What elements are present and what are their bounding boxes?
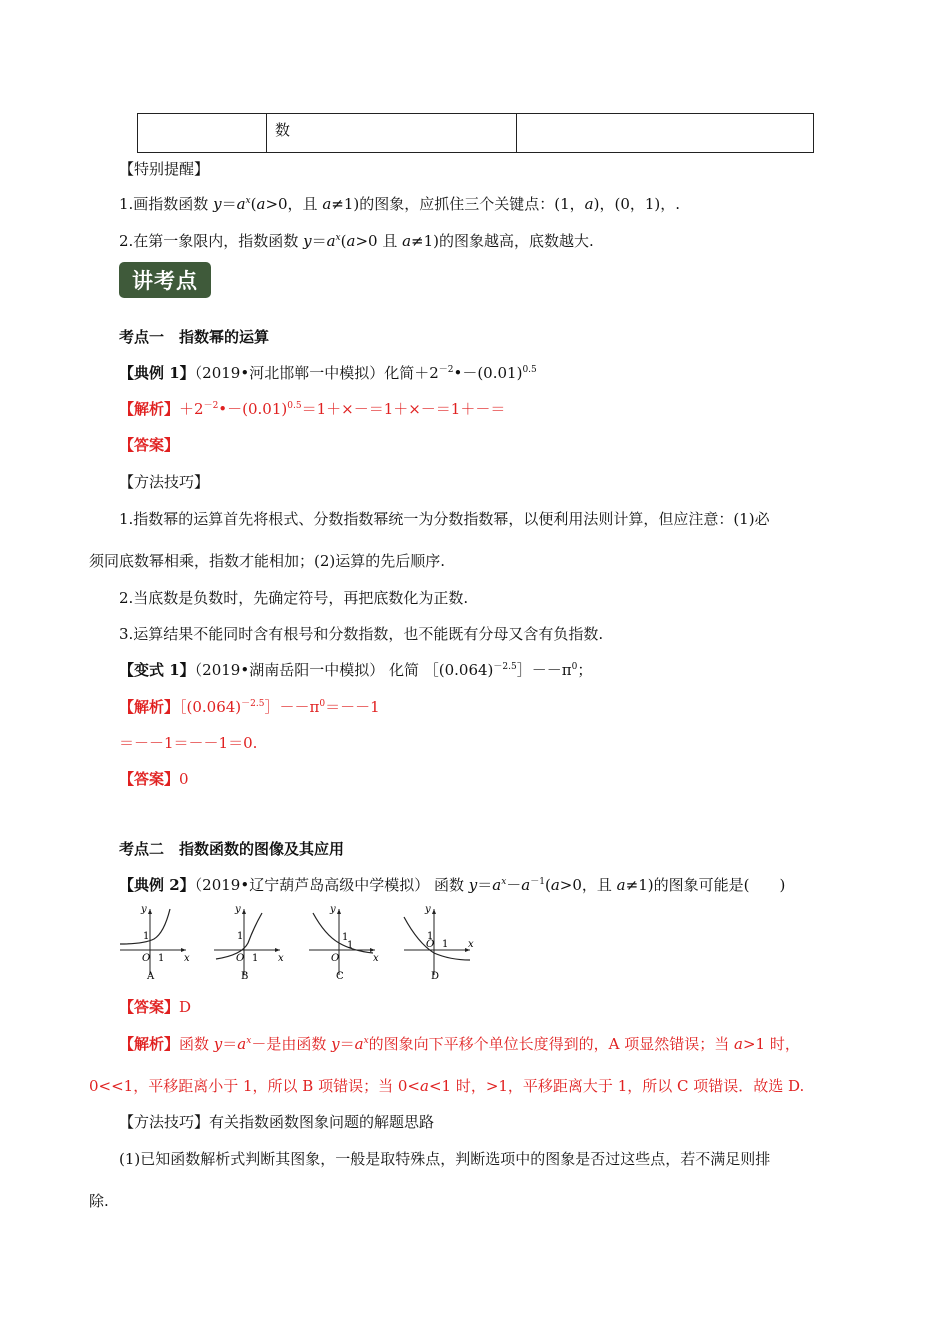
method-1a: 1.指数幂的运算首先将根式、分数指数幂统一为分数指数幂，以便利用法则计算，但应注意：(1)必 xyxy=(119,510,770,528)
axis-y-label: y xyxy=(235,904,241,915)
method-3: 3.运算结果不能同时含有根号和分数指数，也不能既有分母又含有负指数. xyxy=(119,625,604,643)
graph-option-d xyxy=(398,903,476,981)
tips-item-1: 1.画指数函数 $y=a^x(a>0$，且 a≠1)的图象，应抓住三个关键点：(1，a)，(0，1)，. xyxy=(119,195,681,213)
tips-header: 【特别提醒】 xyxy=(119,160,210,178)
graph-label: B xyxy=(241,971,249,981)
method2-1b: 除. xyxy=(89,1192,109,1210)
method2-header: 【方法技巧】有关指数函数图象问题的解题思路 xyxy=(119,1113,435,1131)
tips-item-2: 2.在第一象限内，指数函数 $y=a^x(a>0$ 且 a≠1)的图象越高，底数越大. xyxy=(119,232,594,250)
one-y-label: 1 xyxy=(143,931,150,942)
section-badge: 讲考点 xyxy=(119,262,211,298)
one-x-label: 1 xyxy=(252,953,259,964)
graph-option-b xyxy=(208,903,286,981)
example1-analysis: 【解析】$+2^{-2}•-(0.01)^{0.5}=1+\times-=1+\times-=1+-=$ xyxy=(119,400,506,418)
property-table xyxy=(137,113,814,153)
graph-option-a xyxy=(114,903,192,981)
example2-answer: 【答案】D xyxy=(119,998,192,1016)
axis-y-label: y xyxy=(330,904,336,915)
method-2: 2.当底数是负数时，先确定符号，再把底数化为正数. xyxy=(119,589,469,607)
one-x-label: 1 xyxy=(158,953,165,964)
variant1-analysis: 【解析】$[(0.064)^{-2.5}]--\pi^0=--1$ xyxy=(119,698,380,716)
axis-x-label: x xyxy=(278,953,284,964)
graph-label: C xyxy=(336,971,344,981)
one-x-label: 1 xyxy=(442,939,449,950)
graph-option-c xyxy=(303,903,381,981)
origin-label: O xyxy=(142,953,151,964)
graph-label: D xyxy=(431,971,440,981)
variant1: 【变式 1】（2019•湖南岳阳一中模拟） 化简 $[(0.064)^{-2.5}]--\pi^0$； xyxy=(119,661,593,679)
example2-analysis-line2: 0<<1，平移距离小于 1，所以 B 项错误；当 0<a<1 时，>1，平移距离大于 1，所以 C 项错误．故选 D. xyxy=(89,1077,805,1095)
one-y-label: 1 xyxy=(342,932,349,943)
example2-analysis-line1: 【解析】函数 $y=a^x-$是由函数 $y=a^x$的图象向下平移个单位长度得到的，A 项显然错误；当 a>1 时， xyxy=(119,1035,800,1053)
method-1b: 须同底数幂相乘，指数才能相加；(2)运算的先后顺序. xyxy=(89,552,446,570)
example1-answer: 【答案】 xyxy=(119,436,180,454)
graph-label: A xyxy=(147,971,155,981)
origin-label: O xyxy=(331,953,340,964)
axis-y-label: y xyxy=(141,904,147,915)
axis-y-label: y xyxy=(425,904,431,915)
method2-1a: (1)已知函数解析式判断其图象，一般是取特殊点，判断选项中的图象是否过这些点，若不满足则排 xyxy=(119,1150,771,1168)
variant1-analysis-line2: ＝－－1＝－－1＝0. xyxy=(119,734,258,752)
example1: 【典例 1】（2019•河北邯郸一中模拟）化简$+2^{-2}•-(0.01)^{0.5}$ xyxy=(119,364,537,382)
one-y-label: 1 xyxy=(427,931,434,942)
axis-x-label: x xyxy=(468,939,474,950)
origin-label: O xyxy=(426,939,435,950)
one-x-label: 1 xyxy=(347,940,354,951)
origin-label: O xyxy=(236,953,245,964)
one-y-label: 1 xyxy=(237,931,244,942)
table-cell: 数 xyxy=(267,114,517,153)
axis-x-label: x xyxy=(184,953,190,964)
example2: 【典例 2】（2019•辽宁葫芦岛高级中学模拟） 函数 $y=a^x-a^{-1}(a>0$，且 a≠1)的图象可能是( ) xyxy=(119,876,786,894)
point2-title: 考点二 指数函数的图像及其应用 xyxy=(119,840,345,858)
point1-title: 考点一 指数幂的运算 xyxy=(119,328,270,346)
method-header: 【方法技巧】 xyxy=(119,473,210,491)
table-cell xyxy=(138,114,267,153)
variant1-answer: 【答案】0 xyxy=(119,770,189,788)
table-cell xyxy=(517,114,814,153)
axis-x-label: x xyxy=(373,953,379,964)
